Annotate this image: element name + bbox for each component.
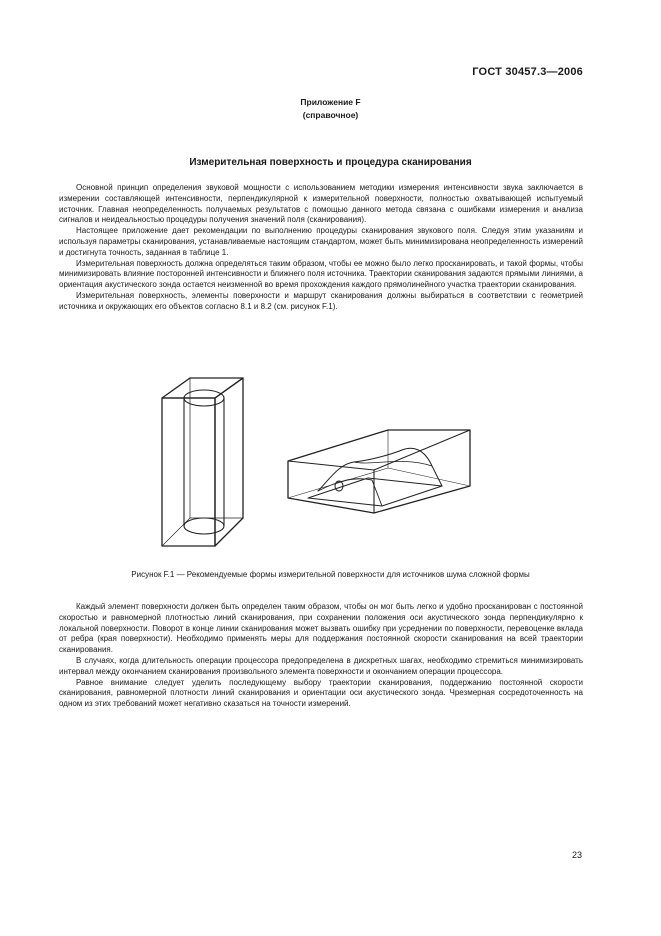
cylinder-in-prism-drawing <box>162 378 243 546</box>
paragraph: Равное внимание следует уделить последующему выбору траектории сканирования, поддержанию постоянной скорости сканирования, равномерной плотности линий сканирования и ориентации оси акустического зонда. Чрезмерная сосредоточенность на одном из этих требований может негативно сказаться на точности измерений. <box>59 677 583 709</box>
paragraph: Каждый элемент поверхности должен быть определен таким образом, чтобы он мог быть легко и удобно просканирован с постоянной скоростью и равномерной плотностью линий сканирования, при сохранении положения оси акустического зонда перпендикулярно к локальной поверхности. Поворот в конце линии сканирования может вызвать ошибку при усреднении по поверхности, перевоценке вклада от ребра (края поверхности). Необходимо применять меры для поддержания постоянной скорости сканирования на всей траектории сканирования. <box>59 602 583 655</box>
figure-f1-drawing <box>140 368 480 548</box>
annex-heading <box>0 96 661 122</box>
paragraph: Настоящее приложение дает рекомендации по выполнению процедуры сканирования звукового поля. Следуя этим указаниям и используя параметры сканирования, устанавливаемые настоящим стандартом, может быть минимизирована неопределенность измерений и достигнута точность, заданная в таблице 1. <box>59 226 583 257</box>
paragraph: Измерительная поверхность должна определяться таким образом, чтобы ее можно было легко просканировать, и такой формы, чтобы минимизировать влияние посторонней интенсивности и ближнего поля источника. Траектории сканирования задаются прямыми линиями, а ориентация акустического зонда остается неизменной во время прохождения каждого прямолинейного участка траектории сканирования. <box>59 258 583 290</box>
annex-title: Приложение F <box>300 97 361 107</box>
annex-type: (справочное) <box>302 110 359 120</box>
paragraph: Основной принцип определения звуковой мощности с использованием методики измерения интенсивности звука заключается в измерении составляющей интенсивности, перпендикулярной к измерительной поверхности, полностью охватывающей испытуемый источник. Главная неопределенность получаемых результатов с помощью данного метода связана с ошибками измерения и анализа сигналов и неидеальностью процедуры получения значений поля (сканирования). <box>59 183 583 225</box>
text-block-after-figure <box>59 602 583 710</box>
paragraph: Измерительная поверхность, элементы поверхности и маршрут сканирования должны выбираться в соответствии с геометрией источника и окружающих его объектов согласно 8.1 и 8.2 (см. рисунок F.1). <box>59 290 583 311</box>
page-number: 23 <box>571 850 582 860</box>
section-title: Измерительная поверхность и процедура сканирования <box>189 157 472 168</box>
text-block-before-figure <box>59 183 583 313</box>
paragraph: В случаях, когда длительность операции процессора предопределена в дискретных шагах, необходимо стремиться минимизировать интервал между окончанием сканирования произвольного элемента поверхности и окончанием операции процессора. <box>59 655 583 676</box>
box-with-curved-source-drawing <box>288 430 470 513</box>
figure-caption: Рисунок F.1 — Рекомендуемые формы измерительной поверхности для источников шума сложной формы <box>131 570 530 579</box>
document-code: ГОСТ 30457.3—2006 <box>472 66 583 78</box>
